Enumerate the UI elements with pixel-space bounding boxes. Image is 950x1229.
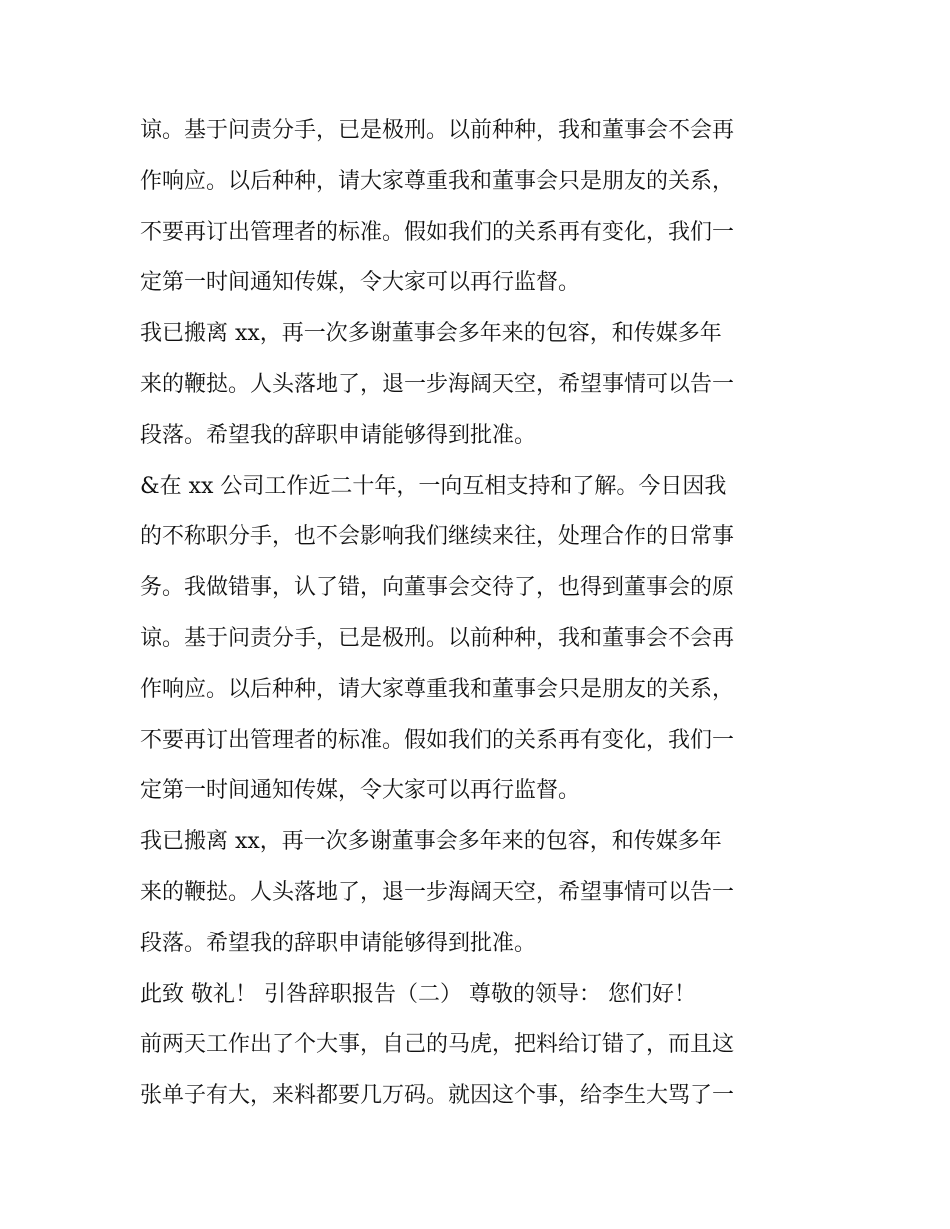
text-line: 不要再订出管理者的标准。假如我们的关系再有变化，我们一 <box>140 727 735 753</box>
text-line: 不要再订出管理者的标准。假如我们的关系再有变化，我们一 <box>140 219 735 245</box>
text-line: 作响应。以后种种，请大家尊重我和董事会只是朋友的关系， <box>140 168 735 194</box>
text-line: 张单子有大，来料都要几万码。就因这个事，给李生大骂了一 <box>140 1083 735 1109</box>
text-line: 来的鞭挞。人头落地了，退一步海阔天空，希望事情可以告一 <box>140 879 735 905</box>
text-line: 前两天工作出了个大事，自己的马虎，把料给订错了，而且这 <box>140 1032 735 1058</box>
text-line: 定第一时间通知传媒，令大家可以再行监督。 <box>140 270 581 296</box>
text-line: 的不称职分手，也不会影响我们继续来往，处理合作的日常事 <box>140 524 735 550</box>
text-line: 我已搬离 xx，再一次多谢董事会多年来的包容，和传媒多年 <box>140 829 722 855</box>
text-line: 我已搬离 xx，再一次多谢董事会多年来的包容，和传媒多年 <box>140 321 722 347</box>
text-line: 务。我做错事，认了错，向董事会交待了，也得到董事会的原 <box>140 575 735 601</box>
text-line: 来的鞭挞。人头落地了，退一步海阔天空，希望事情可以告一 <box>140 371 735 397</box>
text-line: &在 xx 公司工作近二十年，一向互相支持和了解。今日因我 <box>140 473 727 499</box>
text-line: 段落。希望我的辞职申请能够得到批准。 <box>140 930 537 956</box>
text-line: 作响应。以后种种，请大家尊重我和董事会只是朋友的关系， <box>140 676 735 702</box>
text-line: 此致 敬礼！ 引咎辞职报告（二） 尊敬的领导： 您们好！ <box>140 981 696 1007</box>
body-text <box>140 106 820 1122</box>
text-line: 定第一时间通知传媒，令大家可以再行监督。 <box>140 778 581 804</box>
text-line: 段落。希望我的辞职申请能够得到批准。 <box>140 422 537 448</box>
text-line: 谅。基于问责分手，已是极刑。以前种种，我和董事会不会再 <box>140 625 735 651</box>
text-line: 谅。基于问责分手，已是极刑。以前种种，我和董事会不会再 <box>140 118 735 143</box>
